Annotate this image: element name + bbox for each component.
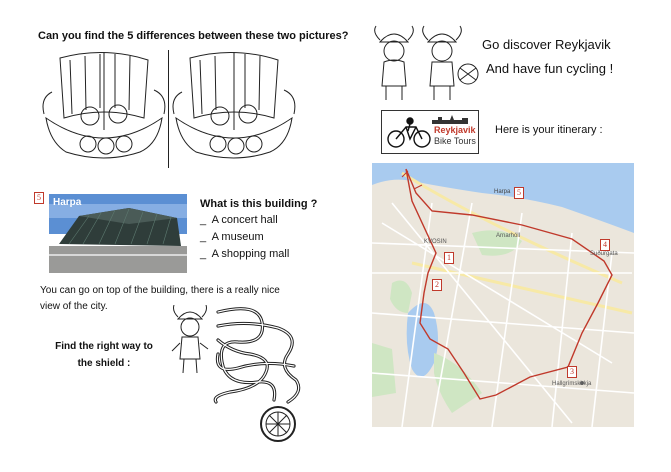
- option-shopping-mall[interactable]: _ A shopping mall: [200, 248, 290, 260]
- route-stop-3[interactable]: 3: [567, 366, 577, 378]
- route-stop-2[interactable]: 2: [432, 279, 442, 291]
- map-label-sudurgata: Suðurgata: [590, 251, 618, 257]
- headline-cycling: And have fun cycling !: [486, 61, 614, 76]
- picture-divider: [168, 50, 169, 168]
- bicycle-icon: [386, 115, 432, 149]
- logo-bike-tours: Bike Tours: [434, 136, 476, 146]
- option-concert-hall[interactable]: _ A concert hall: [200, 214, 278, 226]
- viking-ship-picture-right: [170, 48, 298, 168]
- route-stop-4[interactable]: 4: [600, 239, 610, 251]
- quiz-question: What is this building ?: [200, 198, 318, 210]
- harpa-number-badge: 5: [34, 192, 44, 204]
- logo-reykjavik: Reykjavik: [434, 125, 476, 135]
- itinerary-map[interactable]: [372, 163, 634, 427]
- map-label-harpa: Harpa: [494, 189, 511, 195]
- map-label-arnarhol: Arnarhóll: [496, 233, 521, 239]
- harpa-photo: [49, 194, 187, 273]
- harpa-caption: Harpa: [53, 197, 82, 208]
- map-label-kvosin: KVOSIN: [424, 239, 447, 245]
- headline-discover: Go discover Reykjavik: [482, 37, 611, 52]
- differences-title: Can you find the 5 differences between these two pictures?: [38, 30, 349, 42]
- maze-title: Find the right way to the shield :: [55, 341, 153, 369]
- roof-text: You can go on top of the building, there is a really nice view of the city.: [40, 285, 280, 312]
- bike-tours-logo[interactable]: [381, 110, 479, 154]
- maze-paths: [208, 302, 308, 406]
- viking-ship-picture-left: [40, 48, 168, 168]
- itinerary-label: Here is your itinerary :: [495, 124, 603, 136]
- map-label-hallgrim: Hallgrímskirkja: [552, 381, 592, 387]
- route-stop-1[interactable]: 1: [444, 252, 454, 264]
- shield-icon[interactable]: [258, 404, 298, 444]
- option-museum[interactable]: _ A museum: [200, 231, 264, 243]
- route-stop-5[interactable]: 5: [514, 187, 524, 199]
- viking-kids-illustration: [372, 24, 482, 102]
- quiz-options: [200, 214, 289, 265]
- skyline-icon: [432, 115, 472, 124]
- viking-kid-illustration: [168, 305, 212, 375]
- map-canvas: [372, 163, 634, 427]
